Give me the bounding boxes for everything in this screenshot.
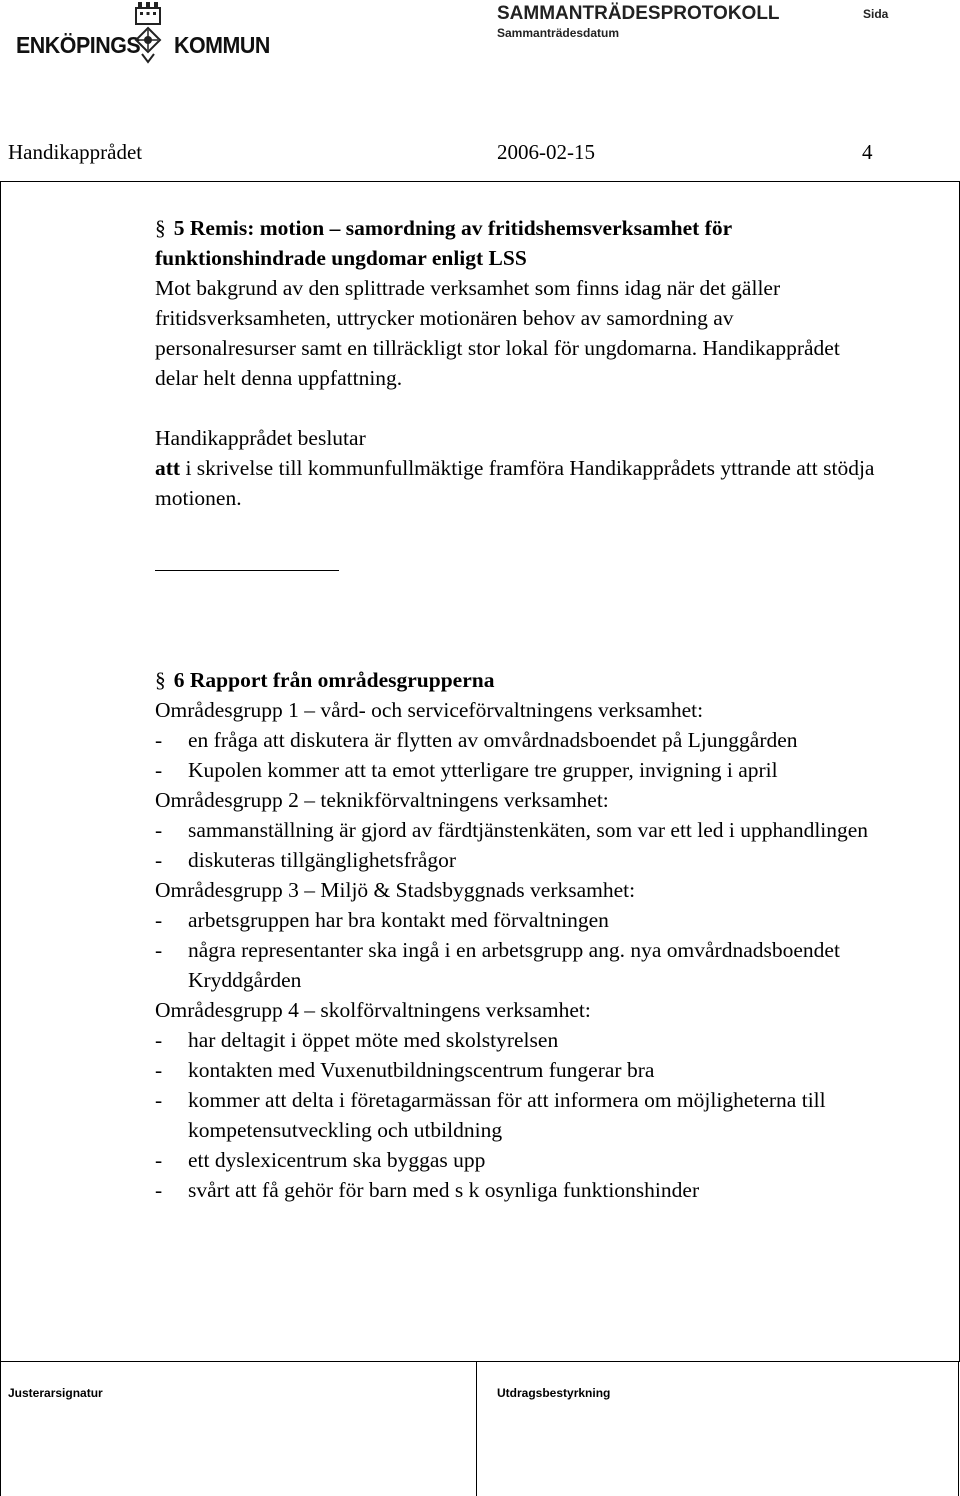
coat-of-arms-icon	[128, 0, 168, 64]
frame-bottom-rule	[0, 1361, 960, 1362]
section-6-heading	[155, 665, 875, 695]
footer-right-edge	[958, 1361, 959, 1496]
document-type-title: SAMMANTRÄDESPROTOKOLL	[497, 3, 780, 24]
list-item: - en fråga att diskutera är flytten av omvårdnadsboendet på Ljunggården	[155, 728, 798, 752]
group-4-list	[155, 1025, 875, 1205]
section-divider	[155, 570, 339, 571]
list-item-text: svårt att få gehör för barn med s k osynliga funktionshinder	[188, 1178, 700, 1202]
signature-label: Justerarsignatur	[8, 1386, 103, 1400]
organ-name: Handikapprådet	[8, 140, 143, 164]
group-3-list	[155, 905, 875, 995]
footer-divider	[476, 1361, 477, 1496]
list-item: - Kupolen kommer att ta emot ytterligare tre grupper, invigning i april	[155, 758, 778, 782]
section-6-heading-text: 6 Rapport från områdesgrupperna	[173, 668, 495, 692]
decision-text	[155, 453, 875, 513]
section-mark: §	[155, 668, 166, 692]
logo-text-right: KOMMUN	[174, 32, 270, 58]
list-item: - ett dyslexicentrum ska byggas upp	[155, 1148, 486, 1172]
section-6	[155, 665, 875, 1205]
section-5	[155, 213, 875, 513]
list-item-text: en fråga att diskutera är flytten av omvårdnadsboendet på Ljunggården	[188, 728, 798, 752]
list-item: - har deltagit i öppet möte med skolstyrelsen	[155, 1028, 559, 1052]
meeting-date: 2006-02-15	[497, 140, 595, 164]
group-3-title: Områdesgrupp 3 – Miljö & Stadsbyggnads verksamhet:	[155, 878, 636, 902]
extract-certification-label: Utdragsbestyrkning	[497, 1386, 611, 1400]
list-item: - kontakten med Vuxenutbildningscentrum fungerar bra	[155, 1058, 655, 1082]
spacer	[155, 393, 875, 423]
page-header	[0, 0, 960, 80]
list-item-text: kommer att delta i företagarmässan för att informera om möjligheterna till kompetensutveckling och utbildning	[188, 1088, 826, 1142]
list-item-text: Kupolen kommer att ta emot ytterligare tre grupper, invigning i april	[188, 758, 778, 782]
municipality-logo	[8, 0, 270, 64]
list-item: - kommer att delta i företagarmässan för att informera om möjligheterna till kompetensutveckling och utbildning	[155, 1088, 826, 1142]
page-label: Sida	[863, 7, 889, 21]
group-1-list	[155, 725, 875, 785]
group-4-title: Områdesgrupp 4 – skolförvaltningens verksamhet:	[155, 998, 591, 1022]
logo-text-left: ENKÖPINGS	[16, 32, 141, 58]
decision-att: att	[155, 456, 181, 480]
meeting-date-label: Sammanträdesdatum	[497, 26, 620, 40]
group-1-title: Områdesgrupp 1 – vård- och serviceförvaltningens verksamhet:	[155, 698, 704, 722]
group-2-title: Områdesgrupp 2 – teknikförvaltningens verksamhet:	[155, 788, 609, 812]
list-item-text: ett dyslexicentrum ska byggas upp	[188, 1148, 486, 1172]
list-item: - sammanställning är gjord av färdtjänstenkäten, som var ett led i upphandlingen	[155, 818, 869, 842]
footer-left-edge	[0, 1361, 1, 1496]
list-item-text: arbetsgruppen har bra kontakt med förvaltningen	[188, 908, 609, 932]
list-item-text: några representanter ska ingå i en arbetsgrupp ang. nya omvårdnadsboendet Kryddgården	[188, 938, 840, 992]
section-5-body: Mot bakgrund av den splittrade verksamhet som finns idag när det gäller fritidsverksamheten, uttrycker motionären behov av samordning av personalresurser samt en tillräckligt stor lokal för ungdomarna. Handikapprådet delar helt denna uppfattning.	[155, 276, 840, 390]
list-item: - några representanter ska ingå i en arbetsgrupp ang. nya omvårdnadsboendet Kryddgården	[155, 938, 840, 992]
group-2-list	[155, 815, 875, 875]
page-number: 4	[862, 140, 873, 164]
list-item: - arbetsgruppen har bra kontakt med förvaltningen	[155, 908, 609, 932]
list-item-text: diskuteras tillgänglighetsfrågor	[188, 848, 457, 872]
list-item: - svårt att få gehör för barn med s k osynliga funktionshinder	[155, 1178, 700, 1202]
list-item-text: har deltagit i öppet möte med skolstyrelsen	[188, 1028, 559, 1052]
section-5-heading-line2: funktionshindrade ungdomar enligt LSS	[155, 246, 527, 270]
list-item-text: kontakten med Vuxenutbildningscentrum fungerar bra	[188, 1058, 655, 1082]
list-item: - diskuteras tillgänglighetsfrågor	[155, 848, 457, 872]
list-item-text: sammanställning är gjord av färdtjänstenkäten, som var ett led i upphandlingen	[188, 818, 869, 842]
section-5-heading-line1: 5 Remis: motion – samordning av fritidshemsverksamhet för	[173, 216, 733, 240]
section-5-heading	[155, 213, 875, 243]
section-mark: §	[155, 216, 166, 240]
decision-intro: Handikapprådet beslutar	[155, 426, 366, 450]
decision-body: i skrivelse till kommunfullmäktige framföra Handikapprådets yttrande att stödja motionen.	[155, 456, 875, 510]
